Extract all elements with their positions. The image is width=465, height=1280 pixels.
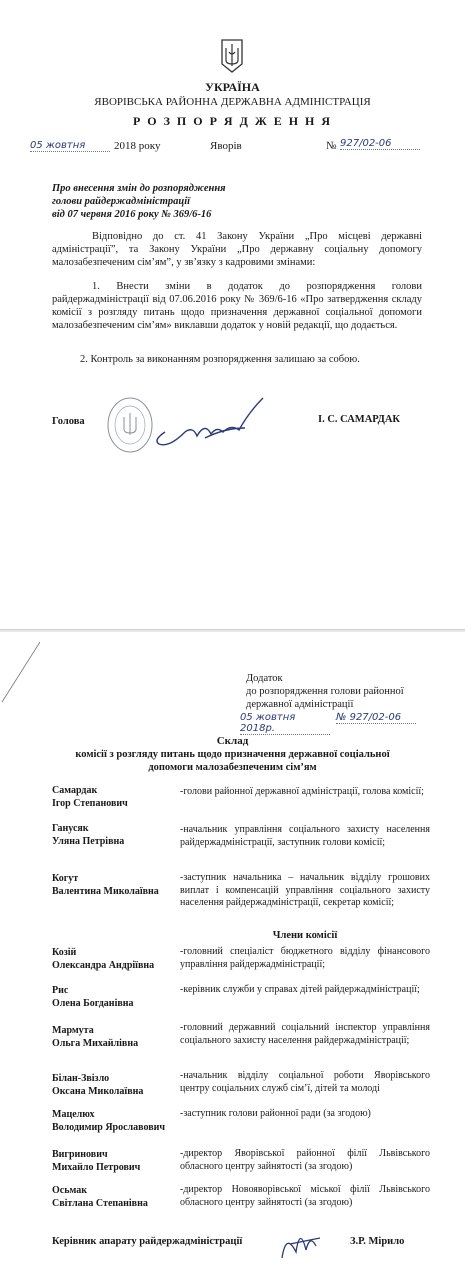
person-role: -начальник відділу соціальної роботи Яворівського центру соціальних служб сім’ї, дітей та молоді xyxy=(180,1070,430,1094)
person-surname: Мацелюх xyxy=(52,1109,95,1120)
person-surname: Осьмак xyxy=(52,1185,88,1196)
handwritten-signature-icon xyxy=(145,392,275,452)
subject-line-3: від 07 червня 2016 року № 369/6-16 xyxy=(52,209,212,220)
person-given: Валентина Миколаївна xyxy=(52,886,159,897)
person-surname: Козій xyxy=(52,947,77,958)
handwritten-signature-icon xyxy=(276,1222,326,1262)
order-number-label: № xyxy=(326,140,337,152)
person-surname: Самардак xyxy=(52,785,98,796)
document-type: Р О З П О Р Я Д Ж Е Н Н Я xyxy=(132,114,333,128)
trident-emblem-icon xyxy=(220,38,244,74)
appendix-number-handwritten: № 927/02-06 xyxy=(336,712,416,724)
person-given: Ігор Степанович xyxy=(52,798,128,809)
person-role: -начальник управління соціального захисту населення райдержадміністрації, заступник голови комісії; xyxy=(180,824,430,848)
fold-mark xyxy=(0,642,40,722)
person-role: -директор Новояворівської міської філії Львівського обласного центру зайнятості (за згодою) xyxy=(180,1184,430,1208)
person-surname: Білан-Звізло xyxy=(52,1073,110,1084)
person-role: -директор Яворівської районної філії Львівського обласного центру зайнятості (за згодою) xyxy=(180,1148,430,1172)
members-heading: Члени комісії xyxy=(272,930,338,941)
country-title: УКРАЇНА xyxy=(205,80,260,94)
order-subject xyxy=(52,182,312,221)
person-name xyxy=(52,1108,172,1134)
person-role: -заступник голови районної ради (за згодою) xyxy=(180,1108,371,1119)
appendix-line-2: до розпорядження голови районної xyxy=(246,686,404,697)
person-given: Уляна Петрівна xyxy=(52,836,125,847)
order-intro: Відповідно до ст. 41 Закону України „Про місцеві державні адміністрації”, та Закону України „Про державну соціальну допомогу малозабезпеченим сім’ям”, у зв’язку з кадровими змінами: xyxy=(52,231,422,268)
person-surname: Ганусяк xyxy=(52,823,89,834)
subject-line-2: голови райдержадміністрації xyxy=(52,196,191,207)
person-surname: Мармута xyxy=(52,1025,94,1036)
person-name xyxy=(52,946,172,972)
administration-title: ЯВОРІВСЬКА РАЙОННА ДЕРЖАВНА АДМІНІСТРАЦІЯ xyxy=(94,96,371,108)
order-date-handwritten: 05 жовтня xyxy=(30,140,110,152)
order-number-handwritten: 927/02-06 xyxy=(340,138,420,150)
appendix-page xyxy=(0,632,465,1280)
person-surname: Вигринович xyxy=(52,1149,108,1160)
person-name xyxy=(52,822,172,848)
order-item-1: 1. Внести зміни в додаток до розпорядження голови райдержадміністрації від 07.06.2016 року № 369/6-16 «Про затвердження складу комісії з розгляду питань щодо призначення державної соціальної допомоги малозабезпеченим сім’ям» виклавши додаток у новій редакції, що додається. xyxy=(52,281,422,331)
appendix-date-handwritten: 05 жовтня 2018р. xyxy=(240,712,330,735)
person-name xyxy=(52,984,172,1010)
person-given: Світлана Степанівна xyxy=(52,1198,148,1209)
appendix-label: Додаток xyxy=(246,673,283,684)
person-given: Володимир Ярославович xyxy=(52,1122,166,1133)
person-name xyxy=(52,1072,172,1098)
person-role: -головний державний соціальний інспектор управління соціального захисту населення райдержадміністрації; xyxy=(180,1022,430,1046)
footer-signer-name: З.Р. Мірило xyxy=(350,1236,405,1247)
appendix-line-3: державної адміністрації xyxy=(246,699,354,710)
person-role: -головний спеціаліст бюджетного відділу фінансового управління райдержадміністрації; xyxy=(180,946,430,970)
person-name xyxy=(52,872,172,898)
subject-line-1: Про внесення змін до розпорядження xyxy=(52,183,226,194)
person-surname: Когут xyxy=(52,873,79,884)
composition-subtitle-2: допомоги малозабезпеченим сім’ям xyxy=(148,762,317,773)
person-name xyxy=(52,1148,172,1174)
signer-title: Голова xyxy=(52,416,85,427)
order-page xyxy=(0,0,465,630)
signer-name: І. С. САМАРДАК xyxy=(318,414,401,425)
person-given: Михайло Петрович xyxy=(52,1162,141,1173)
order-item-2: 2. Контроль за виконанням розпорядження залишаю за собою. xyxy=(80,354,360,365)
person-role: -керівник служби у справах дітей райдержадміністрації; xyxy=(180,984,420,995)
order-city: Яворів xyxy=(210,140,242,152)
footer-signer-title: Керівник апарату райдержадміністрації xyxy=(52,1236,243,1247)
person-given: Олена Богданівна xyxy=(52,998,134,1009)
appendix-header xyxy=(246,672,446,711)
person-role: -заступник начальника – начальник відділу грошових виплат і компенсацій управління соціального захисту населення райдержадміністрації, секретар комісії; xyxy=(180,872,430,908)
person-name xyxy=(52,1024,172,1050)
person-given: Оксана Миколаївна xyxy=(52,1086,144,1097)
person-surname: Рис xyxy=(52,985,69,996)
composition-subtitle-1: комісії з розгляду питань щодо призначення державної соціальної xyxy=(75,749,390,760)
person-given: Ольга Михайлівна xyxy=(52,1038,139,1049)
order-date-year: 2018 року xyxy=(114,140,161,152)
person-role: -голови районної державної адміністрації, голова комісії; xyxy=(180,786,424,797)
person-name xyxy=(52,1184,172,1210)
person-given: Олександра Андріївна xyxy=(52,960,155,971)
composition-title: Склад xyxy=(216,735,249,747)
person-name xyxy=(52,784,172,810)
